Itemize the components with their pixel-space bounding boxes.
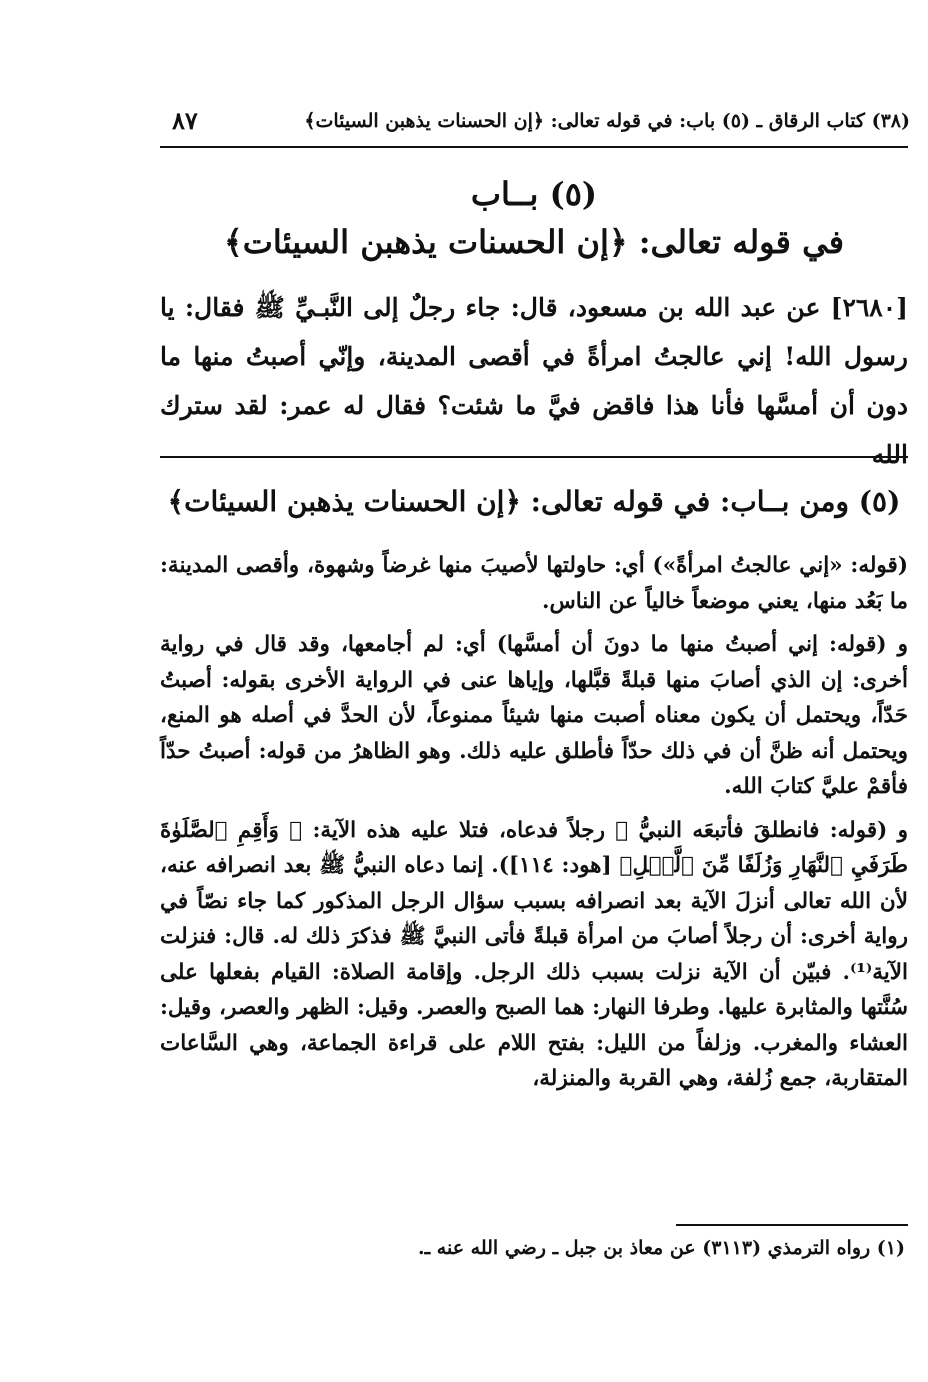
commentary-heading: (٥) ومن بــاب: في قوله تعالى: ﴿إن الحسنات يذهبن السيئات﴾ [167, 485, 901, 518]
footnote-divider [676, 1224, 908, 1226]
footnote: (١) رواه الترمذي (٣١١٣) عن معاذ بن جبل ـ رضي الله عنه ـ. [418, 1237, 905, 1259]
section-divider [160, 456, 908, 458]
header-divider [160, 146, 908, 148]
hadith-paragraph: [٢٦٨٠] عن عبد الله بن مسعود، قال: جاء رجلٌ إلى النَّبـيِّ ﷺ فقال: يا رسول الله! إني عالجتُ امرأةً في أقصى المدينة، وإنّي أصبتُ منها ما دون أن أمسَّها فأنا هذا فاقض فيَّ ما شئت؟ فقال له عمر: لقد سترك الله [160, 293, 908, 469]
commentary-paragraph: (قوله: «إني عالجتُ امرأةً») أي: حاولتها لأصيبَ منها غرضاً وشهوة، وأقصى المدينة: ما بَعُد منها، يعني موضعاً خالياً عن الناس. [160, 553, 908, 614]
commentary-paragraph: و (قوله: فانطلقَ فأتبعَه النبيُّ ﷺ رجلاً فدعاه، فتلا عليه هذه الآية: ﴿ وَأَقِمِ ٱلصَّلَوٰةَ طَرَفَيِ ٱلنَّهَارِ وَزُلَفًا مِّنَ ٱلَّيۡلِ﴾ [هود: ١١٤]). إنما دعاه النبيُّ ﷺ بعد انصرافه عنه، لأن الله تعالى أنزلَ الآية بعد انصرافه بسبب سؤال الرجل المذكور كما جاء نصّاً في رواية أخرى: أن رجلاً أصابَ من امرأة قبلةً فأتى النبيَّ ﷺ فذكرَ ذلك له. قال: فنزلت الآية⁽¹⁾. فبيّن أن الآية نزلت بسبب ذلك الرجل. وإقامة الصلاة: القيام بفعلها على سُنَّتها والمثابرة عليها. وطرفا النهار: هما الصبح والعصر. وقيل: الظهر والعصر، وقيل: العشاء والمغرب. وزلفاً من الليل: بفتح اللام على قراءة الجماعة، وهي السَّاعات المتقاربة، جمع زُلفة، وهي القربة والمنزلة، [160, 817, 908, 1091]
chapter-number: (٥) بــاب [470, 175, 598, 213]
running-title: (٣٨) كتاب الرقاق ـ (٥) باب: في قوله تعالى: ﴿إن الحسنات يذهبن السيئات﴾ [304, 110, 910, 132]
commentary-paragraph: و (قوله: إني أصبتُ منها ما دونَ أن أمسَّها) أي: لم أجامعها، وقد قال في رواية أخرى: إن الذي أصابَ منها قبلةً قبَّلها، وإياها عنى في الرواية الأخرى بقوله: أصبتُ حَدّاً، ويحتمل أن يكون معناه أصبت منها شيئاً ممنوعاً، لأن الحدَّ في أصله هو المنع، ويحتمل أنه ظنَّ أن في ذلك حدّاً فأطلق عليه ذلك. وهو الظاهرُ من قوله: أصبتُ حدّاً فأقمْ عليَّ كتابَ الله. [160, 632, 908, 799]
page-header [160, 100, 910, 140]
chapter-title: في قوله تعالى: ﴿إن الحسنات يذهبن السيئات﴾ [223, 223, 845, 261]
hadith-text-block [160, 283, 908, 479]
page-number: ٨٧ [172, 106, 198, 135]
commentary-body [160, 548, 908, 1105]
